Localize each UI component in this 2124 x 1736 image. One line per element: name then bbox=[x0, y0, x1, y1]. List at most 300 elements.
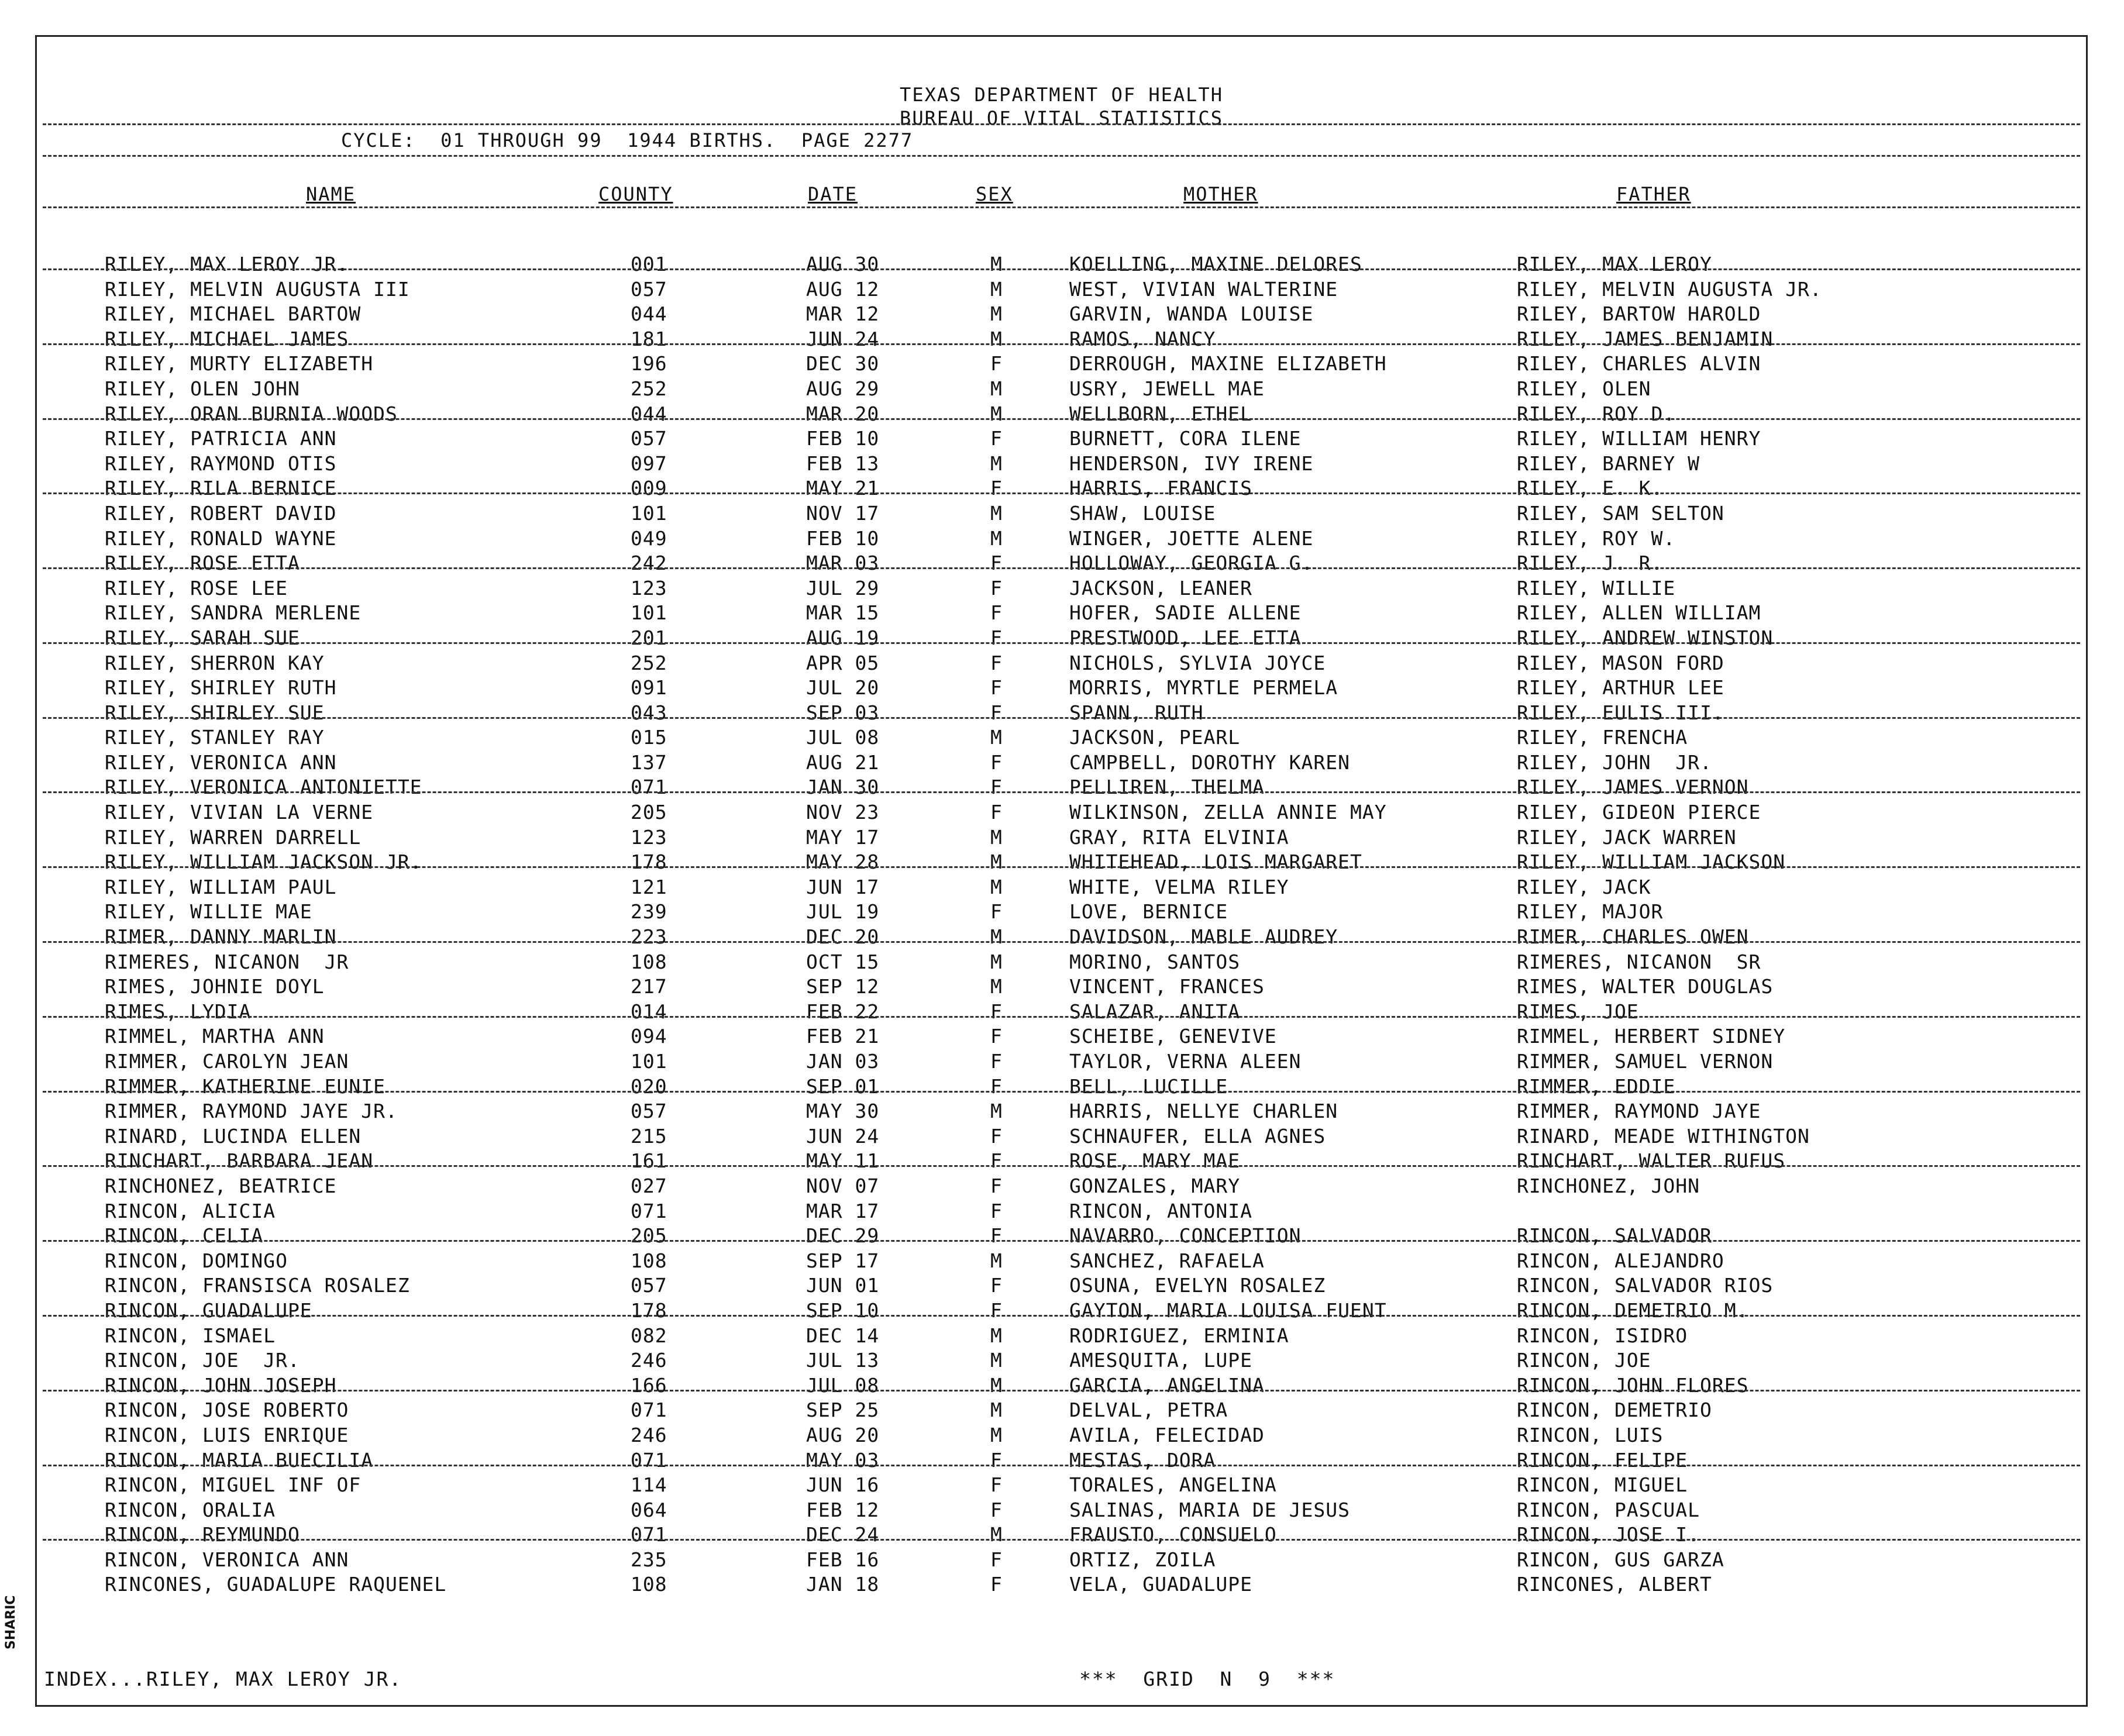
record-county: 239 bbox=[631, 900, 667, 924]
record-county: 161 bbox=[631, 1149, 667, 1173]
record-sex: F bbox=[990, 1199, 1003, 1222]
record-name: RILEY, RILA BERNICE bbox=[105, 477, 337, 500]
agency-title: TEXAS DEPARTMENT OF HEALTH bbox=[900, 84, 1223, 106]
record-date: AUG 30 bbox=[806, 253, 880, 275]
record-father: RILEY, OLEN bbox=[1517, 377, 1651, 400]
record-county: 205 bbox=[631, 1224, 667, 1248]
record-row bbox=[37, 402, 2086, 427]
record-father: RIMER, CHARLES OWEN bbox=[1517, 925, 1749, 949]
dashed-rule bbox=[43, 155, 2080, 157]
record-name: RINCON, JOE JR. bbox=[105, 1349, 300, 1372]
record-name: RILEY, RAYMOND OTIS bbox=[105, 452, 337, 475]
record-row bbox=[37, 1498, 2086, 1523]
record-county: 082 bbox=[631, 1324, 667, 1347]
record-county: 020 bbox=[631, 1074, 667, 1098]
record-mother: GONZALES, MARY bbox=[1069, 1174, 1241, 1197]
record-row bbox=[37, 576, 2086, 601]
record-father: RIMMER, EDDIE bbox=[1517, 1074, 1676, 1098]
record-mother: MESTAS, DORA bbox=[1069, 1448, 1216, 1472]
record-county: 044 bbox=[631, 302, 667, 326]
record-sex: F bbox=[990, 352, 1003, 376]
record-name: RIMER, DANNY MARLIN bbox=[105, 925, 337, 949]
record-father: RILEY, BARNEY W bbox=[1517, 452, 1700, 475]
record-date: JUL 13 bbox=[806, 1349, 880, 1372]
record-county: 101 bbox=[631, 1050, 667, 1073]
record-date: DEC 30 bbox=[806, 352, 880, 376]
record-county: 044 bbox=[631, 402, 667, 425]
record-sex: M bbox=[990, 1373, 1003, 1397]
record-mother: GAYTON, MARIA LOUISA FUENT bbox=[1069, 1298, 1387, 1322]
dashed-rule bbox=[43, 123, 2080, 125]
record-name: RINCON, ALICIA bbox=[105, 1199, 276, 1222]
record-county: 123 bbox=[631, 825, 667, 849]
record-county: 196 bbox=[631, 352, 667, 376]
record-name: RIMMER, RAYMOND JAYE JR. bbox=[105, 1100, 398, 1123]
record-county: 064 bbox=[631, 1498, 667, 1521]
record-row bbox=[37, 377, 2086, 402]
record-sex: F bbox=[990, 801, 1003, 824]
record-date: FEB 21 bbox=[806, 1025, 880, 1048]
record-sex: M bbox=[990, 1423, 1003, 1446]
record-row bbox=[37, 676, 2086, 701]
record-row bbox=[37, 950, 2086, 975]
record-name: RINCON, CELIA bbox=[105, 1224, 264, 1248]
record-mother: SPANN, RUTH bbox=[1069, 701, 1204, 724]
record-row bbox=[37, 1324, 2086, 1349]
col-date: DATE bbox=[808, 183, 858, 205]
record-name: RINCON, JOSE ROBERTO bbox=[105, 1399, 349, 1422]
record-name: RINCON, MIGUEL INF OF bbox=[105, 1473, 362, 1497]
record-county: 108 bbox=[631, 1249, 667, 1272]
record-name: RILEY, OLEN JOHN bbox=[105, 377, 300, 400]
record-row bbox=[37, 476, 2086, 501]
record-father: RINCON, SALVADOR bbox=[1517, 1224, 1712, 1248]
record-sex: M bbox=[990, 1399, 1003, 1422]
record-mother: NAVARRO, CONCEPTION bbox=[1069, 1224, 1302, 1248]
record-county: 215 bbox=[631, 1124, 667, 1148]
record-mother: WELLBORN, ETHEL bbox=[1069, 402, 1253, 425]
record-date: NOV 23 bbox=[806, 801, 880, 824]
record-mother: DELVAL, PETRA bbox=[1069, 1399, 1228, 1422]
record-row bbox=[37, 1398, 2086, 1423]
record-date: FEB 13 bbox=[806, 452, 880, 475]
record-county: 201 bbox=[631, 626, 667, 649]
record-county: 071 bbox=[631, 776, 667, 799]
record-father: RINCON, DEMETRIO M. bbox=[1517, 1298, 1749, 1322]
record-county: 094 bbox=[631, 1025, 667, 1048]
record-row bbox=[37, 1024, 2086, 1049]
record-mother: GARVIN, WANDA LOUISE bbox=[1069, 302, 1314, 326]
record-father: RINCHONEZ, JOHN bbox=[1517, 1174, 1700, 1197]
record-date: AUG 29 bbox=[806, 377, 880, 400]
record-sex: F bbox=[990, 477, 1003, 500]
record-county: 108 bbox=[631, 1573, 667, 1596]
record-sex: M bbox=[990, 452, 1003, 475]
record-sex: F bbox=[990, 1298, 1003, 1322]
record-county: 071 bbox=[631, 1523, 667, 1546]
record-father: RINCON, ISIDRO bbox=[1517, 1324, 1688, 1347]
record-father: RILEY, WILLIAM JACKSON bbox=[1517, 850, 1786, 874]
record-mother: WHITEHEAD, LOIS MARGARET bbox=[1069, 850, 1362, 874]
record-name: RILEY, VERONICA ANTONIETTE bbox=[105, 776, 422, 799]
record-father: RIMMEL, HERBERT SIDNEY bbox=[1517, 1025, 1786, 1048]
record-row bbox=[37, 1149, 2086, 1174]
record-date: MAR 17 bbox=[806, 1199, 880, 1222]
record-father: RINCON, JOHN FLORES bbox=[1517, 1373, 1749, 1397]
record-name: RILEY, WILLIE MAE bbox=[105, 900, 312, 924]
record-date: MAY 30 bbox=[806, 1100, 880, 1123]
record-father: RILEY, MELVIN AUGUSTA JR. bbox=[1517, 277, 1822, 301]
record-row bbox=[37, 1174, 2086, 1199]
column-header-row bbox=[37, 183, 2086, 209]
record-date: DEC 24 bbox=[806, 1523, 880, 1546]
record-name: RIMES, JOHNIE DOYL bbox=[105, 975, 325, 998]
record-name: RINCON, LUIS ENRIQUE bbox=[105, 1423, 349, 1446]
record-mother: WEST, VIVIAN WALTERINE bbox=[1069, 277, 1338, 301]
record-county: 043 bbox=[631, 701, 667, 724]
record-date: APR 05 bbox=[806, 651, 880, 674]
record-mother: USRY, JEWELL MAE bbox=[1069, 377, 1265, 400]
record-date: FEB 16 bbox=[806, 1548, 880, 1571]
record-name: RILEY, ROSE LEE bbox=[105, 576, 288, 600]
record-mother: CAMPBELL, DOROTHY KAREN bbox=[1069, 750, 1350, 774]
record-date: MAR 03 bbox=[806, 552, 880, 575]
record-mother: FRAUSTO, CONSUELO bbox=[1069, 1523, 1277, 1546]
record-name: RILEY, ROBERT DAVID bbox=[105, 501, 337, 525]
record-mother: HARRIS, NELLYE CHARLEN bbox=[1069, 1100, 1338, 1123]
record-name: RINCHONEZ, BEATRICE bbox=[105, 1174, 337, 1197]
record-row bbox=[37, 526, 2086, 552]
record-sex: F bbox=[990, 1050, 1003, 1073]
record-row bbox=[37, 974, 2086, 1000]
record-mother: AVILA, FELECIDAD bbox=[1069, 1423, 1265, 1446]
record-county: 001 bbox=[631, 253, 667, 275]
record-sex: M bbox=[990, 875, 1003, 898]
record-name: RINCON, FRANSISCA ROSALEZ bbox=[105, 1274, 410, 1297]
record-row bbox=[37, 277, 2086, 302]
record-name: RILEY, SHIRLEY SUE bbox=[105, 701, 325, 724]
record-father: RILEY, JOHN JR. bbox=[1517, 750, 1712, 774]
record-name: RILEY, VERONICA ANN bbox=[105, 750, 337, 774]
record-county: 252 bbox=[631, 377, 667, 400]
record-father: RILEY, JACK bbox=[1517, 875, 1651, 898]
record-father: RILEY, MAJOR bbox=[1517, 900, 1664, 924]
record-row bbox=[37, 452, 2086, 477]
record-father: RILEY, WILLIE bbox=[1517, 576, 1676, 600]
record-date: JUN 24 bbox=[806, 1124, 880, 1148]
record-county: 235 bbox=[631, 1548, 667, 1571]
record-name: RILEY, WARREN DARRELL bbox=[105, 825, 362, 849]
record-row bbox=[37, 1099, 2086, 1124]
record-father: RILEY, CHARLES ALVIN bbox=[1517, 352, 1761, 376]
record-county: 009 bbox=[631, 477, 667, 500]
record-mother: ROSE, MARY MAE bbox=[1069, 1149, 1241, 1173]
record-county: 057 bbox=[631, 1274, 667, 1297]
record-row bbox=[37, 1448, 2086, 1473]
record-date: MAR 20 bbox=[806, 402, 880, 425]
record-father: RILEY, J. R. bbox=[1517, 552, 1664, 575]
record-mother: SALAZAR, ANITA bbox=[1069, 1000, 1241, 1023]
record-name: RILEY, MURTY ELIZABETH bbox=[105, 352, 374, 376]
record-mother: BURNETT, CORA ILENE bbox=[1069, 427, 1302, 450]
record-father: RILEY, JAMES VERNON bbox=[1517, 776, 1749, 799]
record-county: 252 bbox=[631, 651, 667, 674]
record-mother: MORINO, SANTOS bbox=[1069, 950, 1241, 973]
record-sex: F bbox=[990, 552, 1003, 575]
record-county: 097 bbox=[631, 452, 667, 475]
record-name: RINCONES, GUADALUPE RAQUENEL bbox=[105, 1573, 447, 1596]
record-father: RINCON, MIGUEL bbox=[1517, 1473, 1688, 1497]
record-name: RIMMER, CAROLYN JEAN bbox=[105, 1050, 349, 1073]
record-county: 217 bbox=[631, 975, 667, 998]
record-row bbox=[37, 1348, 2086, 1373]
record-father: RINARD, MEADE WITHINGTON bbox=[1517, 1124, 1810, 1148]
record-mother: WILKINSON, ZELLA ANNIE MAY bbox=[1069, 801, 1387, 824]
record-mother: RINCON, ANTONIA bbox=[1069, 1199, 1253, 1222]
record-father: RILEY, ROY W. bbox=[1517, 526, 1676, 550]
record-name: RILEY, SARAH SUE bbox=[105, 626, 300, 649]
bureau-title: BUREAU OF VITAL STATISTICS bbox=[900, 107, 1223, 129]
record-row bbox=[37, 626, 2086, 651]
record-county: 137 bbox=[631, 750, 667, 774]
record-mother: HOLLOWAY, GEORGIA G. bbox=[1069, 552, 1314, 575]
record-name: RINCON, GUADALUPE bbox=[105, 1298, 312, 1322]
record-sex: F bbox=[990, 651, 1003, 674]
record-father: RILEY, MAX LEROY bbox=[1517, 253, 1712, 275]
record-name: RILEY, MICHAEL BARTOW bbox=[105, 302, 362, 326]
record-father: RIMERES, NICANON SR bbox=[1517, 950, 1761, 973]
record-name: RILEY, PATRICIA ANN bbox=[105, 427, 337, 450]
record-sex: M bbox=[990, 950, 1003, 973]
record-date: JUN 16 bbox=[806, 1473, 880, 1497]
record-row bbox=[37, 426, 2086, 452]
record-father: RIMMER, SAMUEL VERNON bbox=[1517, 1050, 1774, 1073]
record-county: 071 bbox=[631, 1448, 667, 1472]
record-father: RINCONES, ALBERT bbox=[1517, 1573, 1712, 1596]
record-county: 166 bbox=[631, 1373, 667, 1397]
record-mother: DAVIDSON, MABLE AUDREY bbox=[1069, 925, 1338, 949]
record-name: RILEY, ORAN BURNIA WOODS bbox=[105, 402, 398, 425]
record-sex: F bbox=[990, 701, 1003, 724]
record-county: 091 bbox=[631, 676, 667, 700]
birth-records-list bbox=[37, 252, 2086, 1597]
record-sex: F bbox=[990, 427, 1003, 450]
record-date: MAR 15 bbox=[806, 601, 880, 625]
record-row bbox=[37, 850, 2086, 875]
record-county: 242 bbox=[631, 552, 667, 575]
record-row bbox=[37, 1273, 2086, 1298]
record-father: RINCHART, WALTER RUFUS bbox=[1517, 1149, 1786, 1173]
record-father: RINCON, DEMETRIO bbox=[1517, 1399, 1712, 1422]
record-county: 223 bbox=[631, 925, 667, 949]
record-name: RILEY, STANLEY RAY bbox=[105, 726, 325, 749]
record-mother: VINCENT, FRANCES bbox=[1069, 975, 1265, 998]
record-father: RILEY, GIDEON PIERCE bbox=[1517, 801, 1761, 824]
record-sex: F bbox=[990, 601, 1003, 625]
record-name: RILEY, WILLIAM JACKSON JR. bbox=[105, 850, 422, 874]
record-date: OCT 15 bbox=[806, 950, 880, 973]
record-date: MAY 11 bbox=[806, 1149, 880, 1173]
record-sex: F bbox=[990, 626, 1003, 649]
record-date: AUG 12 bbox=[806, 277, 880, 301]
record-row bbox=[37, 327, 2086, 352]
cycle-line: CYCLE: 01 THROUGH 99 1944 BIRTHS. PAGE 2277 bbox=[341, 129, 914, 151]
record-row bbox=[37, 601, 2086, 626]
record-sex: F bbox=[990, 676, 1003, 700]
record-row bbox=[37, 900, 2086, 925]
record-father: RINCON, PASCUAL bbox=[1517, 1498, 1700, 1521]
record-date: JUL 08 bbox=[806, 726, 880, 749]
record-mother: WHITE, VELMA RILEY bbox=[1069, 875, 1289, 898]
record-sex: F bbox=[990, 776, 1003, 799]
record-name: RIMES, LYDIA bbox=[105, 1000, 252, 1023]
record-date: JUN 24 bbox=[806, 327, 880, 350]
record-mother: JACKSON, LEANER bbox=[1069, 576, 1253, 600]
record-county: 057 bbox=[631, 427, 667, 450]
record-name: RILEY, ROSE ETTA bbox=[105, 552, 300, 575]
record-row bbox=[37, 750, 2086, 776]
margin-label: SHARIC bbox=[4, 1595, 18, 1649]
record-date: AUG 19 bbox=[806, 626, 880, 649]
record-sex: F bbox=[990, 1074, 1003, 1098]
record-name: RILEY, MELVIN AUGUSTA III bbox=[105, 277, 410, 301]
record-name: RILEY, VIVIAN LA VERNE bbox=[105, 801, 374, 824]
record-county: 178 bbox=[631, 1298, 667, 1322]
record-county: 027 bbox=[631, 1174, 667, 1197]
record-county: 015 bbox=[631, 726, 667, 749]
record-row bbox=[37, 925, 2086, 950]
record-row bbox=[37, 875, 2086, 900]
record-row bbox=[37, 651, 2086, 676]
record-sex: M bbox=[990, 277, 1003, 301]
record-row bbox=[37, 551, 2086, 576]
record-sex: F bbox=[990, 1548, 1003, 1571]
record-mother: TORALES, ANGELINA bbox=[1069, 1473, 1277, 1497]
record-sex: M bbox=[990, 302, 1003, 326]
record-mother: GARCIA, ANGELINA bbox=[1069, 1373, 1265, 1397]
record-sex: F bbox=[990, 750, 1003, 774]
record-mother: OSUNA, EVELYN ROSALEZ bbox=[1069, 1274, 1326, 1297]
record-date: SEP 12 bbox=[806, 975, 880, 998]
record-date: SEP 01 bbox=[806, 1074, 880, 1098]
record-mother: HARRIS, FRANCIS bbox=[1069, 477, 1253, 500]
record-mother: AMESQUITA, LUPE bbox=[1069, 1349, 1253, 1372]
record-date: DEC 29 bbox=[806, 1224, 880, 1248]
record-county: 246 bbox=[631, 1423, 667, 1446]
record-father: RINCON, ALEJANDRO bbox=[1517, 1249, 1724, 1272]
record-date: JUN 17 bbox=[806, 875, 880, 898]
record-row bbox=[37, 1473, 2086, 1498]
record-sex: M bbox=[990, 526, 1003, 550]
record-name: RINCON, ISMAEL bbox=[105, 1324, 276, 1347]
record-name: RINCON, DOMINGO bbox=[105, 1249, 288, 1272]
record-father: RILEY, ANDREW WINSTON bbox=[1517, 626, 1774, 649]
record-sex: M bbox=[990, 253, 1003, 275]
dashed-rule bbox=[43, 206, 2080, 208]
record-name: RILEY, SHIRLEY RUTH bbox=[105, 676, 337, 700]
record-county: 101 bbox=[631, 501, 667, 525]
col-name: NAME bbox=[306, 183, 356, 205]
record-mother: GRAY, RITA ELVINIA bbox=[1069, 825, 1289, 849]
record-name: RINCON, REYMUNDO bbox=[105, 1523, 300, 1546]
record-date: DEC 14 bbox=[806, 1324, 880, 1347]
record-father: RINCON, LUIS bbox=[1517, 1423, 1664, 1446]
record-sex: F bbox=[990, 1473, 1003, 1497]
record-row bbox=[37, 1249, 2086, 1274]
record-name: RINCON, ORALIA bbox=[105, 1498, 276, 1521]
record-father: RILEY, ROY D. bbox=[1517, 402, 1676, 425]
record-row bbox=[37, 1423, 2086, 1448]
record-row bbox=[37, 800, 2086, 825]
record-date: FEB 10 bbox=[806, 427, 880, 450]
record-sex: M bbox=[990, 402, 1003, 425]
record-sex: M bbox=[990, 1349, 1003, 1372]
record-date: MAY 03 bbox=[806, 1448, 880, 1472]
record-father: RILEY, MASON FORD bbox=[1517, 651, 1724, 674]
record-row bbox=[37, 1074, 2086, 1100]
record-date: SEP 03 bbox=[806, 701, 880, 724]
record-sex: M bbox=[990, 726, 1003, 749]
record-name: RILEY, WILLIAM PAUL bbox=[105, 875, 337, 898]
record-father: RINCON, JOSE I. bbox=[1517, 1523, 1700, 1546]
record-sex: F bbox=[990, 1124, 1003, 1148]
record-row bbox=[37, 1548, 2086, 1573]
record-mother: JACKSON, PEARL bbox=[1069, 726, 1241, 749]
record-name: RILEY, SANDRA MERLENE bbox=[105, 601, 362, 625]
record-father: RILEY, ARTHUR LEE bbox=[1517, 676, 1724, 700]
record-row bbox=[37, 775, 2086, 800]
record-row bbox=[37, 1523, 2086, 1548]
record-name: RILEY, SHERRON KAY bbox=[105, 651, 325, 674]
record-county: 121 bbox=[631, 875, 667, 898]
record-date: FEB 12 bbox=[806, 1498, 880, 1521]
record-mother: BELL, LUCILLE bbox=[1069, 1074, 1228, 1098]
record-name: RINCON, MARIA BUECILIA bbox=[105, 1448, 374, 1472]
record-name: RINCON, VERONICA ANN bbox=[105, 1548, 349, 1571]
record-row bbox=[37, 252, 2086, 277]
record-name: RIMERES, NICANON JR bbox=[105, 950, 349, 973]
record-mother: SANCHEZ, RAFAELA bbox=[1069, 1249, 1265, 1272]
record-mother: HOFER, SADIE ALLENE bbox=[1069, 601, 1302, 625]
record-row bbox=[37, 1298, 2086, 1324]
record-row bbox=[37, 302, 2086, 327]
record-mother: WINGER, JOETTE ALENE bbox=[1069, 526, 1314, 550]
record-county: 108 bbox=[631, 950, 667, 973]
record-county: 178 bbox=[631, 850, 667, 874]
record-sex: F bbox=[990, 576, 1003, 600]
record-mother: VELA, GUADALUPE bbox=[1069, 1573, 1253, 1596]
record-sex: F bbox=[990, 1000, 1003, 1023]
record-sex: F bbox=[990, 1025, 1003, 1048]
record-date: NOV 07 bbox=[806, 1174, 880, 1197]
record-row bbox=[37, 1000, 2086, 1025]
record-name: RIMMER, KATHERINE EUNIE bbox=[105, 1074, 385, 1098]
record-father: RINCON, JOE bbox=[1517, 1349, 1651, 1372]
record-mother: PELLIREN, THELMA bbox=[1069, 776, 1265, 799]
record-row bbox=[37, 701, 2086, 726]
record-father: RILEY, EULIS III. bbox=[1517, 701, 1724, 724]
index-label: INDEX...RILEY, MAX LEROY JR. bbox=[44, 1668, 402, 1690]
record-mother: LOVE, BERNICE bbox=[1069, 900, 1228, 924]
record-county: 071 bbox=[631, 1399, 667, 1422]
record-county: 057 bbox=[631, 1100, 667, 1123]
record-mother: SCHEIBE, GENEVIVE bbox=[1069, 1025, 1277, 1048]
record-date: SEP 25 bbox=[806, 1399, 880, 1422]
record-county: 057 bbox=[631, 277, 667, 301]
record-sex: F bbox=[990, 1274, 1003, 1297]
record-date: SEP 17 bbox=[806, 1249, 880, 1272]
record-name: RILEY, RONALD WAYNE bbox=[105, 526, 337, 550]
